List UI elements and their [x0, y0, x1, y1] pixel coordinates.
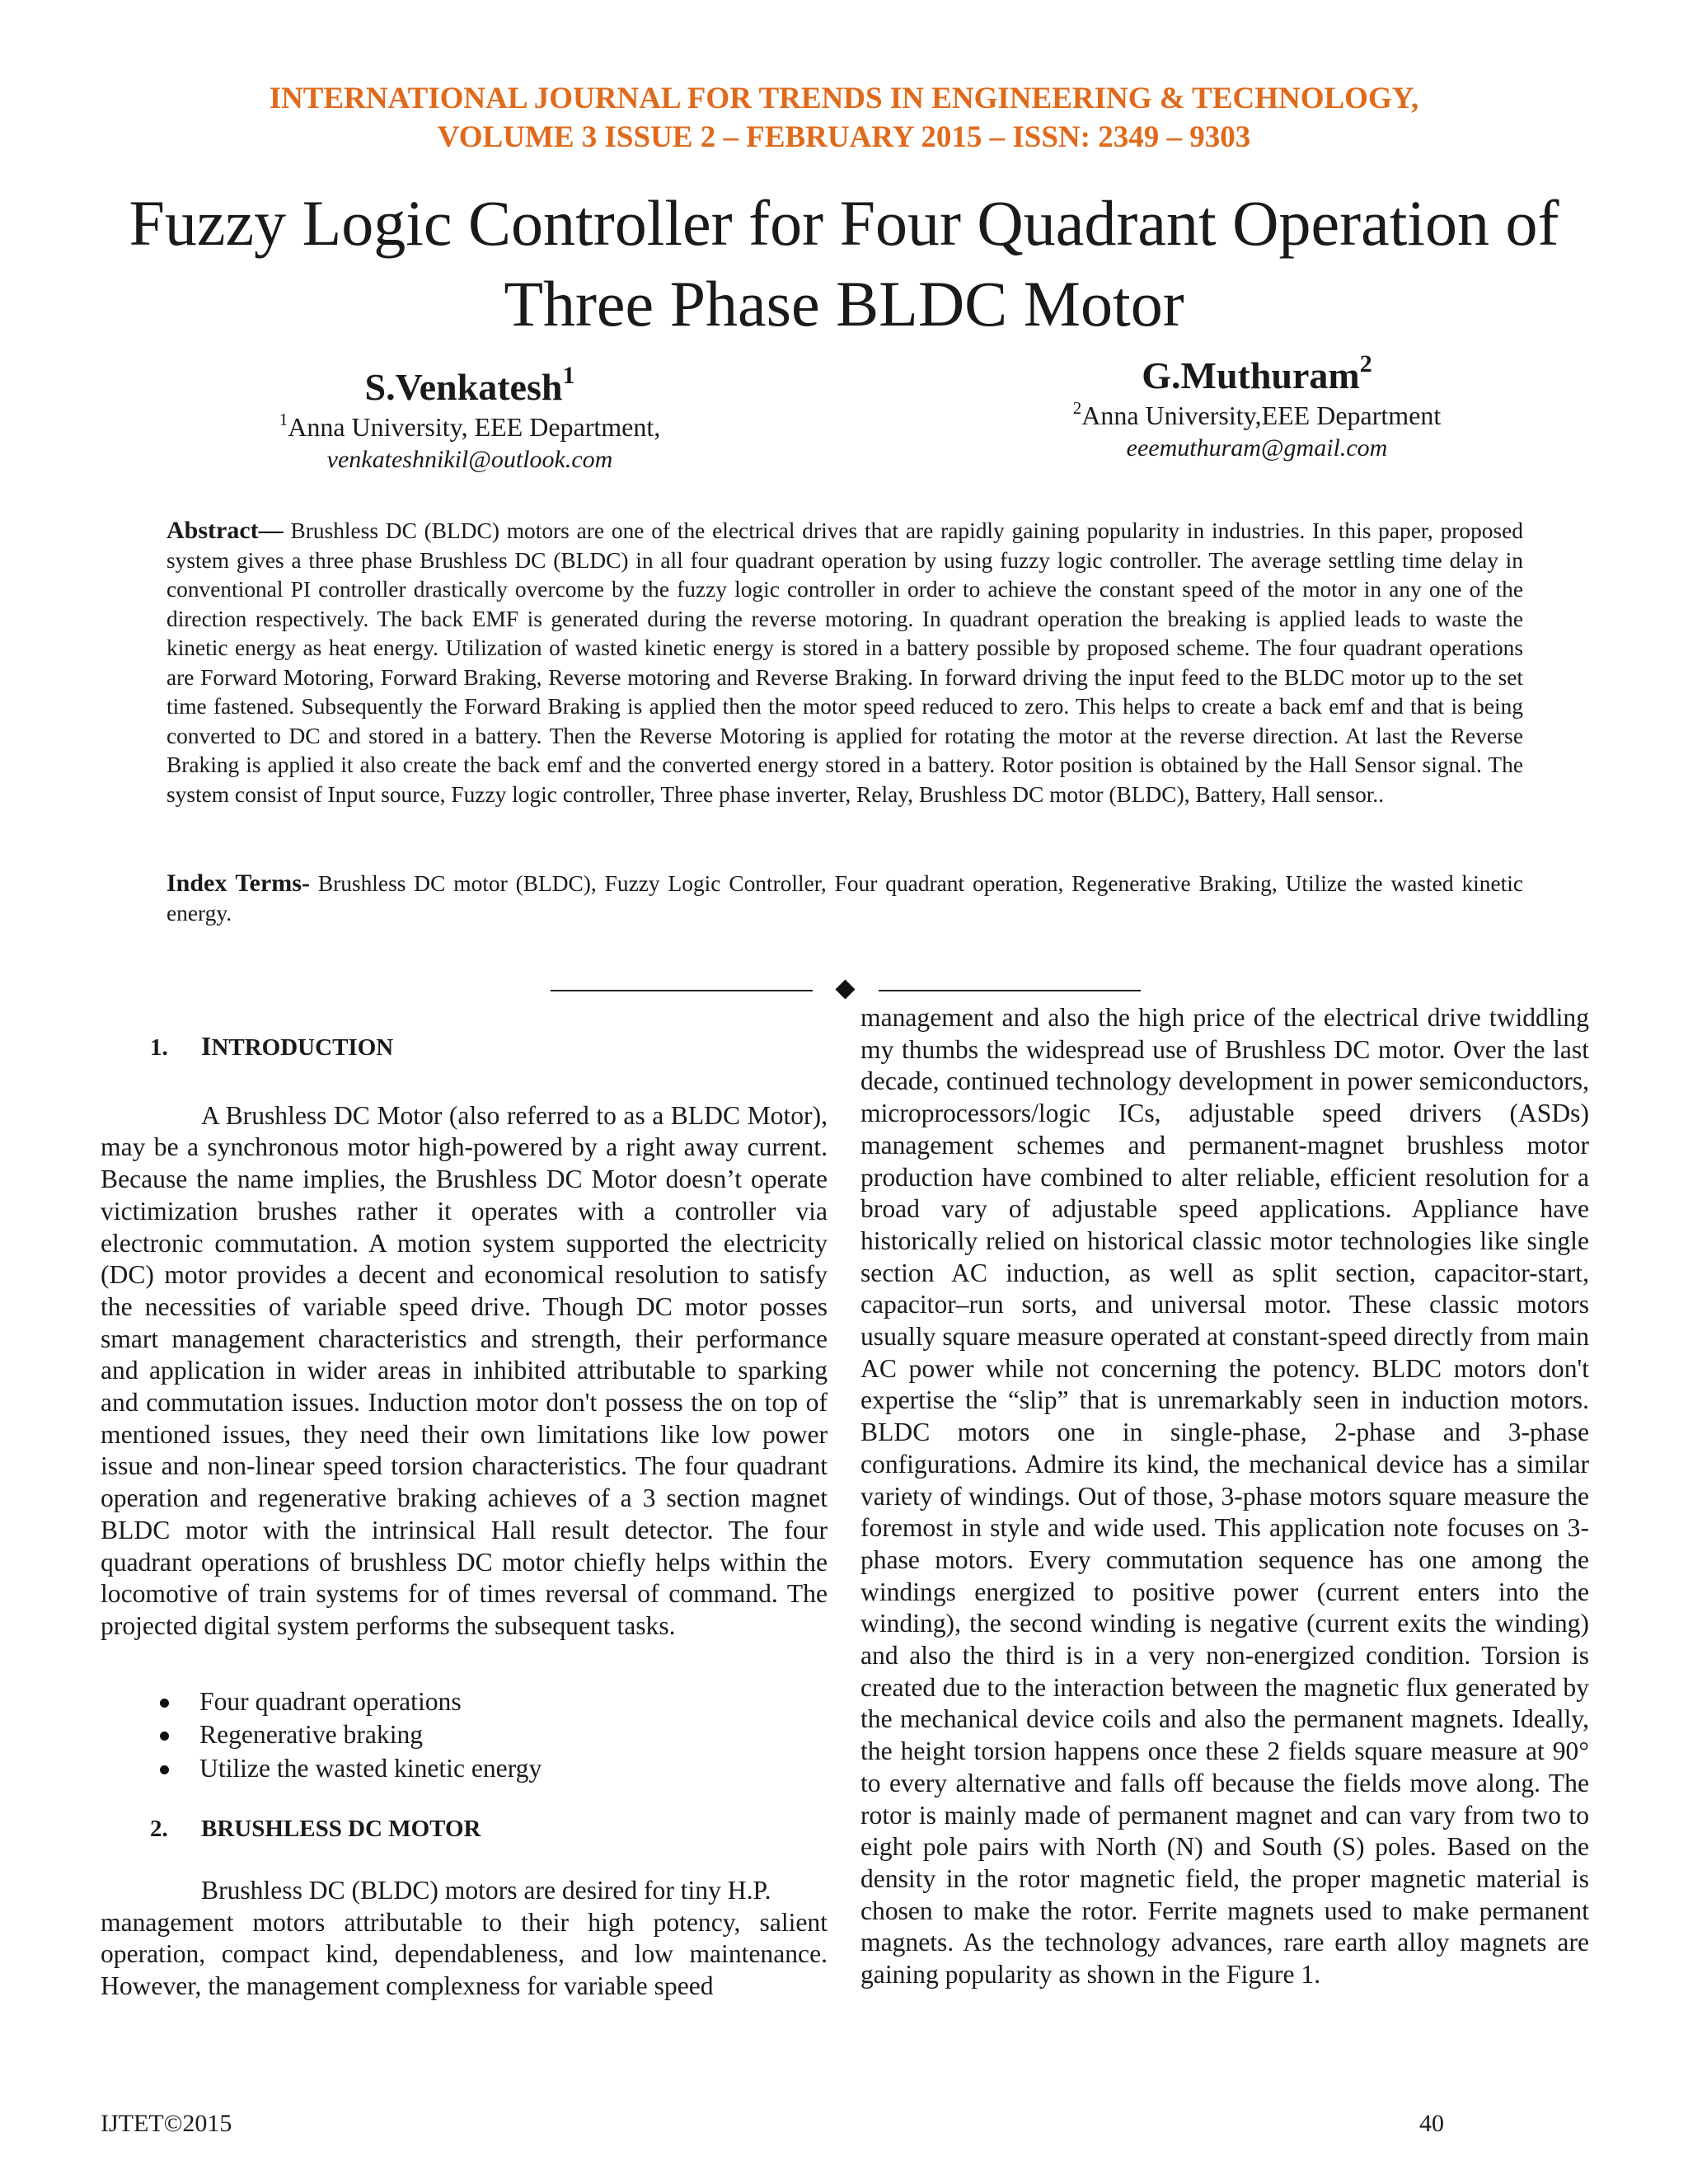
list-item: Regenerative braking: [101, 1718, 828, 1752]
journal-name: INTERNATIONAL JOURNAL FOR TRENDS IN ENGINEERING & TECHNOLOGY,: [269, 82, 1419, 115]
list-item: Utilize the wasted kinetic energy: [101, 1752, 828, 1786]
author-email: venkateshnikil@outlook.com: [326, 446, 613, 473]
author-1: [214, 364, 725, 476]
diamond-icon: [835, 979, 855, 999]
section-separator: [551, 978, 1141, 1003]
footer-copyright: IJTET©2015: [101, 2110, 232, 2137]
introduction-paragraph: A Brushless DC Motor (also referred to as a BLDC Motor), may be a synchronous motor high-powered by a right away current. Because the name implies, the Brushless DC Motor doesn’t operate victimization brushes rather it operates with a controller via electronic commutation. A motion system supported the electricity (DC) motor provides a decent and economical resolution to satisfy the necessities of variable speed drive. Though DC motor posses smart management characteristics and strength, their performance and application in wider areas in inhibited attributable to sparking and commutation issues. Induction motor don't possess the on top of mentioned issues, they need their own limitations like low power issue and non-linear speed torsion characteristics. The four quadrant operation and regenerative braking achieves of a 3 section magnet BLDC motor with the intrinsical Hall result detector. The four quadrant operations of brushless DC motor chiefly helps within the locomotive of train systems for of times reversal of command. The projected digital system performs the subsequent tasks.: [101, 1100, 828, 1640]
index-terms-label: Index Terms-: [166, 869, 310, 897]
index-terms: [166, 869, 1523, 928]
left-column: [101, 1005, 828, 2003]
page-number: 40: [1419, 2110, 1444, 2137]
bldc-paragraph-first-line: Brushless DC (BLDC) motors are desired for tiny H.P.: [201, 1875, 771, 1905]
title-line-2: Three Phase BLDC Motor: [504, 268, 1184, 340]
abstract-text: Brushless DC (BLDC) motors are one of the electrical drives that are rapidly gaining popularity in industries. In this paper, proposed system gives a three phase Brushless DC (BLDC) in all four quadrant operation by using fuzzy logic controller. The average settling time delay in conventional PI controller drastically overcome by the fuzzy logic controller in order to achieve the constant speed of the motor in any one of the direction respectively. The back EMF is generated during the reverse motoring. In quadrant operation the breaking is applied leads to waste the kinetic energy as heat energy. Utilization of wasted kinetic energy is stored in a battery possible by proposed scheme. The four quadrant operations are Forward Motoring, Forward Braking, Reverse motoring and Reverse Braking. In forward driving the input feed to the BLDC motor up to the set time fastened. Subsequently the Forward Braking is applied then the motor speed reduced to zero. This helps to create a back emf and that is being converted to DC and stored in a battery. Then the Reverse Motoring is applied for rotating the motor at the reverse direction. At last the Reverse Braking is applied it also create the back emf and the converted energy stored in a battery. Rotor position is obtained by the Hall Sensor signal. The system consist of Input source, Fuzzy logic controller, Three phase inverter, Relay, Brushless DC motor (BLDC), Battery, Hall sensor..: [166, 518, 1523, 807]
bldc-paragraph-rest: management motors attributable to their high potency, salient operation, compact kind, dependableness, and low maintenance. However, the management complexness for variable speed: [101, 1907, 828, 2000]
index-terms-text: Brushless DC motor (BLDC), Fuzzy Logic Controller, Four quadrant operation, Regenerative Braking, Utilize the wasted kinetic energy.: [166, 871, 1523, 926]
author-2: [997, 350, 1517, 465]
right-column: [860, 1002, 1589, 1991]
title-line-1: Fuzzy Logic Controller for Four Quadrant Operation of: [129, 187, 1559, 259]
journal-issue: VOLUME 3 ISSUE 2 – FEBRUARY 2015 – ISSN: 2349 – 9303: [437, 120, 1251, 154]
abstract: [166, 516, 1523, 809]
paper-title: [0, 183, 1688, 344]
separator-line-left: [551, 990, 813, 991]
author-email: eeemuthuram@gmail.com: [1126, 434, 1388, 462]
author-name: G.Muthuram$^2$: [1142, 350, 1372, 396]
abstract-label: Abstract—: [166, 517, 284, 544]
section-heading-introduction: 1. INTRODUCTION: [150, 1031, 394, 1061]
author-name: S.Venkatesh$^1$: [364, 362, 575, 408]
journal-header: [0, 79, 1688, 157]
section-heading-bldc: 2. BRUSHLESS DC MOTOR: [150, 1816, 481, 1843]
bldc-paragraph-continued: management and also the high price of the electrical drive twiddling my thumbs the widespread use of Brushless DC motor. Over the last decade, continued technology development in power semiconductors, microprocessors/logic ICs, adjustable speed drivers (ASDs) management schemes and permanent-magnet brushless motor production have combined to alter reliable, efficient resolution for a broad vary of adjustable speed applications. Appliance have historically relied on historical classic motor technologies like single section AC induction, as well as split section, capacitor-start, capacitor–run sorts, and universal motor. These classic motors usually square measure operated at constant-speed directly from main AC power while not concerning the potency. BLDC motors don't expertise the “slip” that is unremarkably seen in induction motors. BLDC motors one in single-phase, 2-phase and 3-phase configurations. Admire its kind, the mechanical device has a similar variety of windings. Out of those, 3-phase motors square measure the foremost in style and wide used. This application note focuses on 3-phase motors. Every commutation sequence has one among the windings energized to positive power (current enters into the winding), the second winding is negative (current exits the winding) and also the third is in a very non-energized condition. Torsion is created due to the interaction between the magnetic flux generated by the mechanical device coils and also the permanent magnets. Ideally, the height torsion happens once these 2 fields square measure at 90° to every alternative and falls off because the fields move along. The rotor is mainly made of permanent magnet and can vary from two to eight pole pairs with North (N) and South (S) poles. Based on the density in the rotor magnetic field, the proper magnetic material is chosen to make the rotor. Ferrite magnets used to make permanent magnets. As the technology advances, rare earth alloy magnets are gaining popularity as shown in the Figure 1.: [860, 1003, 1589, 1990]
bldc-paragraph: [101, 1875, 828, 2003]
separator-line-right: [879, 990, 1141, 991]
author-affiliation: $^1$Anna University, EEE Department,: [279, 410, 661, 442]
list-item: Four quadrant operations: [101, 1685, 828, 1719]
task-list: [101, 1685, 828, 1786]
author-affiliation: $^2$Anna University,EEE Department: [1072, 398, 1442, 430]
